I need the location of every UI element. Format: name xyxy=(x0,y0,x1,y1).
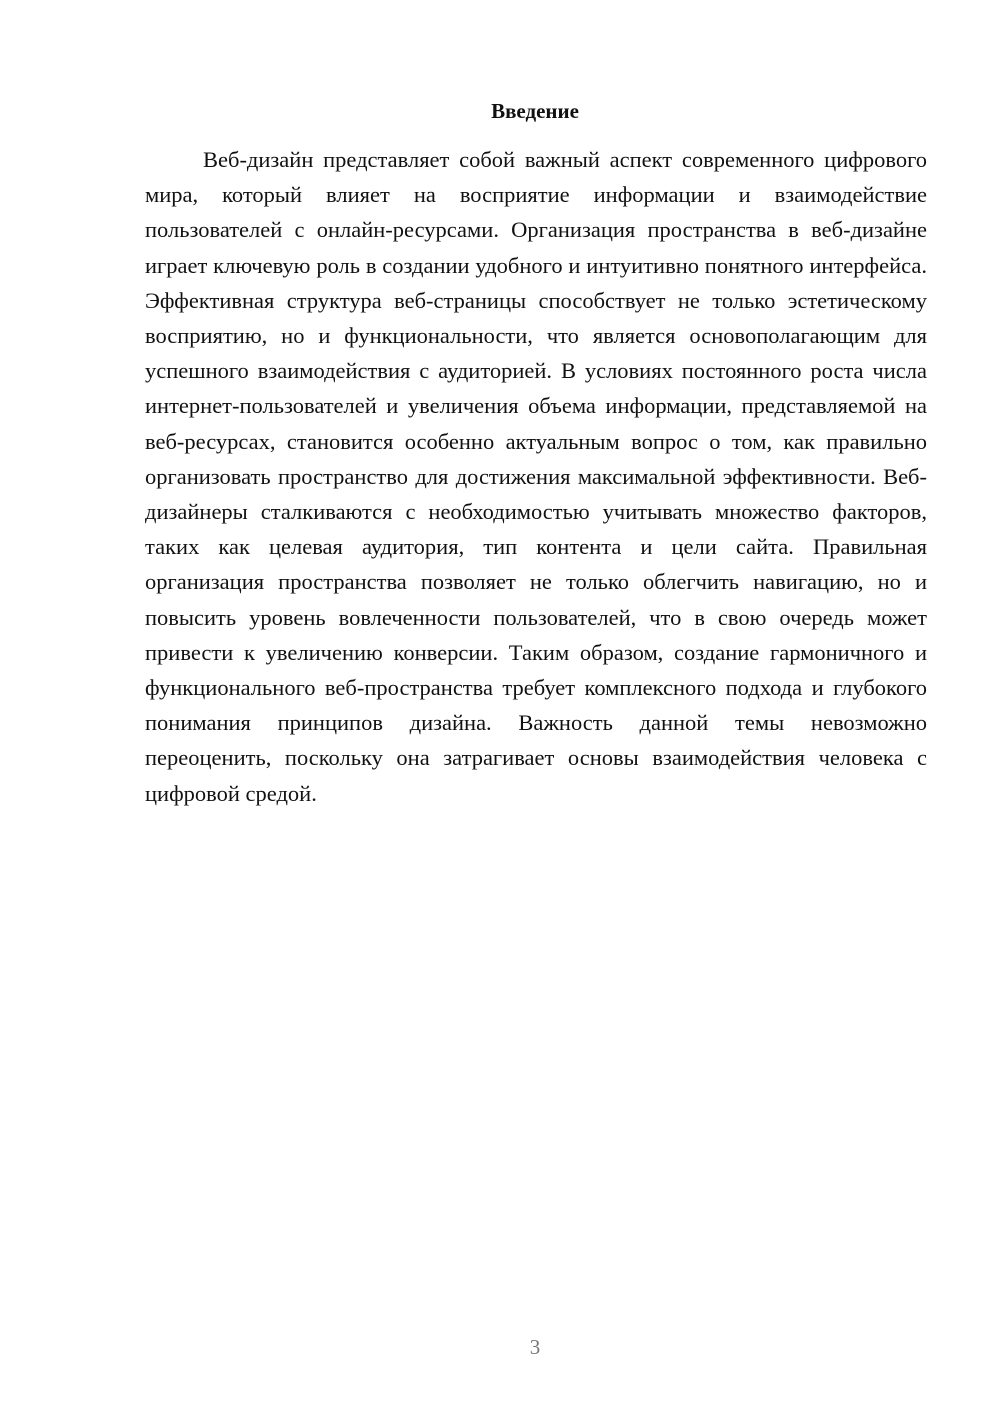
section-heading: Введение xyxy=(491,99,579,123)
body-paragraph: Веб-дизайн представляет собой важный аспект современного цифрового мира, который влияет на восприятие информации и взаимодействие пользователей с онлайн-ресурсами. Организация пространства в веб-дизайне играет ключевую роль в создании удобного и интуитивно понятного интерфейса. Эффективная структура веб-страницы способствует не только эстетическому восприятию, но и функциональности, что является основополагающим для успешного взаимодействия с аудиторией. В условиях постоянного роста числа интернет-пользователей и увеличения объема информации, представляемой на веб-ресурсах, становится особенно актуальным вопрос о том, как правильно организовать пространство для достижения максимальной эффективности. Веб-дизайнеры сталкиваются с необходимостью учитывать множество факторов, таких как целевая аудитория, тип контента и цели сайта. Правильная организация пространства позволяет не только облегчить навигацию, но и повысить уровень вовлеченности пользователей, что в свою очередь может привести к увеличению конверсии. Таким образом, создание гармоничного и функционального веб-пространства требует комплексного подхода и глубокого понимания принципов дизайна. Важность данной темы невозможно переоценить, поскольку она затрагивает основы взаимодействия человека с цифровой средой. xyxy=(145,147,927,806)
page-number: 3 xyxy=(529,1335,541,1359)
